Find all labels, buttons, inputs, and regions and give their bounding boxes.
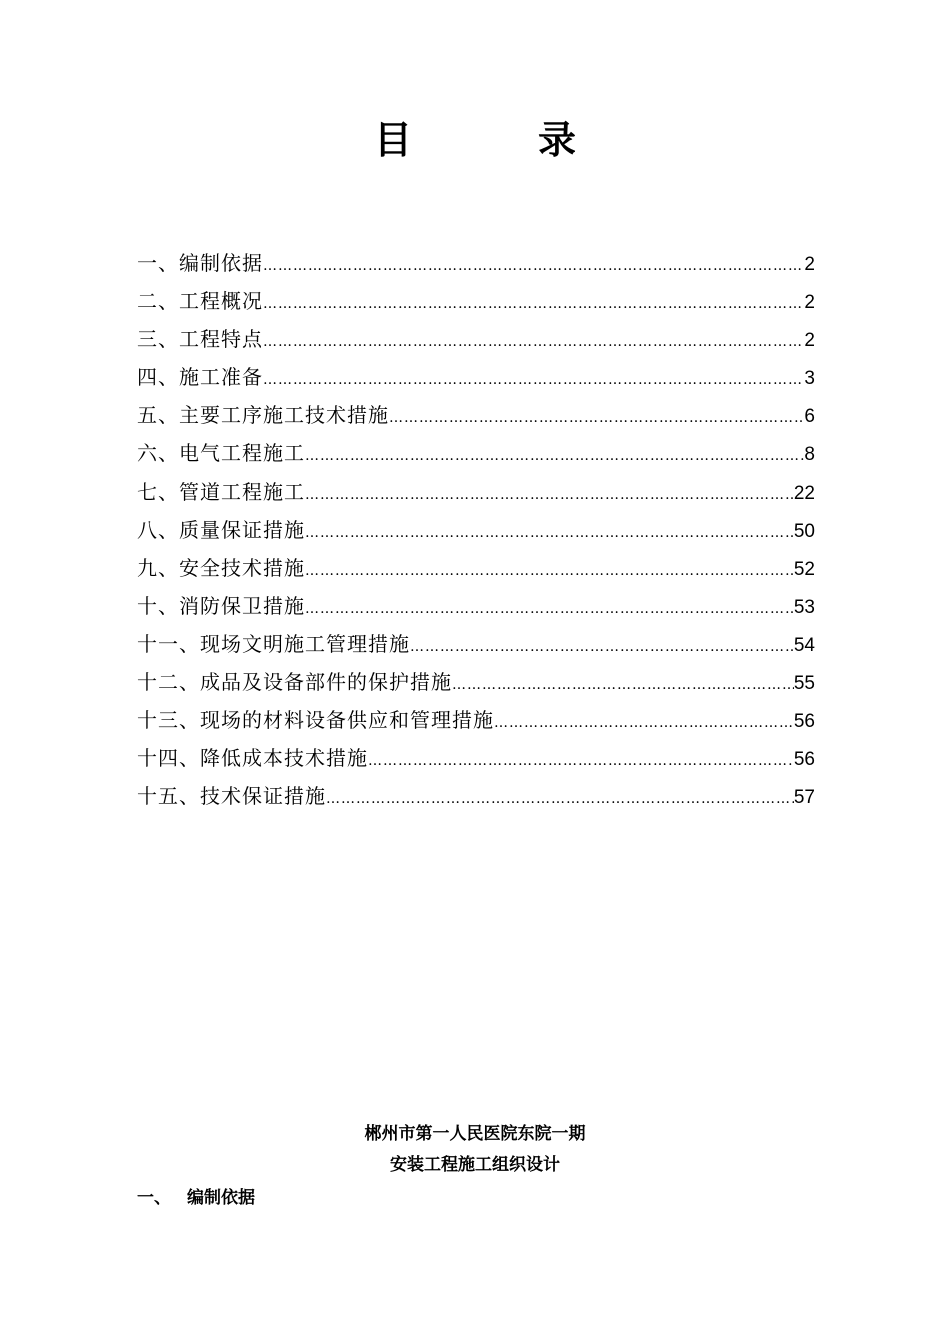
toc-item-page: 2 [804, 292, 815, 314]
toc-item[interactable] [137, 701, 815, 739]
toc-item-page: 6 [804, 406, 815, 428]
toc-item-label: 三、工程特点 [137, 327, 263, 352]
toc-leader-dots [263, 323, 804, 361]
toc-list [137, 244, 815, 815]
toc-item-page: 53 [793, 596, 815, 618]
toc-item-label: 一、编制依据 [137, 251, 263, 275]
toc-item[interactable] [137, 434, 815, 472]
toc-item-label: 十五、技术保证措施 [137, 784, 326, 809]
toc-item-page: 2 [804, 254, 815, 275]
document-title-line-2: 安装工程施工组织设计 [390, 1155, 560, 1175]
toc-item-label: 四、施工准备 [137, 365, 263, 390]
toc-leader-dots [305, 590, 794, 628]
toc-leader-dots [326, 780, 794, 818]
toc-item[interactable] [137, 396, 815, 434]
toc-item[interactable] [137, 663, 815, 701]
toc-item[interactable] [137, 549, 815, 587]
toc-item-label: 十、消防保卫措施 [137, 593, 305, 618]
toc-leader-dots [494, 704, 794, 742]
toc-item[interactable] [137, 777, 815, 815]
toc-item-label: 五、主要工序施工技术措施 [137, 403, 389, 428]
toc-item[interactable] [137, 473, 815, 511]
toc-item-label: 八、质量保证措施 [137, 517, 305, 542]
toc-item-label: 六、电气工程施工 [137, 441, 305, 466]
section-number: 一、 [137, 1188, 171, 1208]
toc-leader-dots [305, 552, 794, 590]
toc-item-label: 二、工程概况 [137, 289, 263, 314]
toc-item-page: 57 [793, 787, 815, 809]
toc-item[interactable] [137, 739, 815, 777]
toc-leader-dots [410, 628, 794, 666]
toc-item[interactable] [137, 320, 815, 358]
toc-item-page: 56 [793, 749, 815, 771]
section-title: 编制依据 [187, 1188, 255, 1208]
toc-leader-dots [305, 437, 804, 475]
toc-leader-dots [305, 514, 794, 552]
toc-leader-dots [263, 285, 804, 323]
toc-item-label: 九、安全技术措施 [137, 555, 305, 580]
toc-leader-dots [305, 476, 794, 514]
toc-item-page: 8 [804, 444, 815, 466]
toc-item-page: 2 [804, 330, 815, 352]
toc-item[interactable] [137, 282, 815, 320]
toc-leader-dots [263, 247, 804, 285]
toc-item-label: 十三、现场的材料设备供应和管理措施 [137, 708, 494, 733]
toc-leader-dots [368, 742, 794, 780]
toc-item-page: 50 [793, 520, 815, 542]
toc-item[interactable] [137, 587, 815, 625]
toc-item[interactable] [137, 358, 815, 396]
toc-item[interactable] [137, 625, 815, 663]
section-heading [137, 1186, 255, 1210]
toc-item-label: 十四、降低成本技术措施 [137, 746, 368, 771]
toc-item-page: 22 [793, 482, 815, 504]
document-title-line-1: 郴州市第一人民医院东院一期 [364, 1124, 586, 1144]
toc-item-page: 55 [793, 673, 815, 695]
toc-item[interactable] [137, 511, 815, 549]
toc-item-page: 56 [793, 711, 815, 733]
toc-leader-dots [452, 666, 794, 704]
toc-item-label: 七、管道工程施工 [137, 479, 305, 504]
toc-item-page: 54 [793, 634, 815, 656]
toc-item[interactable] [137, 244, 815, 282]
toc-item-page: 3 [804, 368, 815, 390]
toc-item-label: 十一、现场文明施工管理措施 [137, 631, 410, 656]
toc-title: 目 录 [373, 117, 620, 162]
toc-item-label: 十二、成品及设备部件的保护措施 [137, 670, 452, 695]
toc-item-page: 52 [793, 558, 815, 580]
toc-leader-dots [389, 399, 804, 437]
toc-leader-dots [263, 361, 804, 399]
